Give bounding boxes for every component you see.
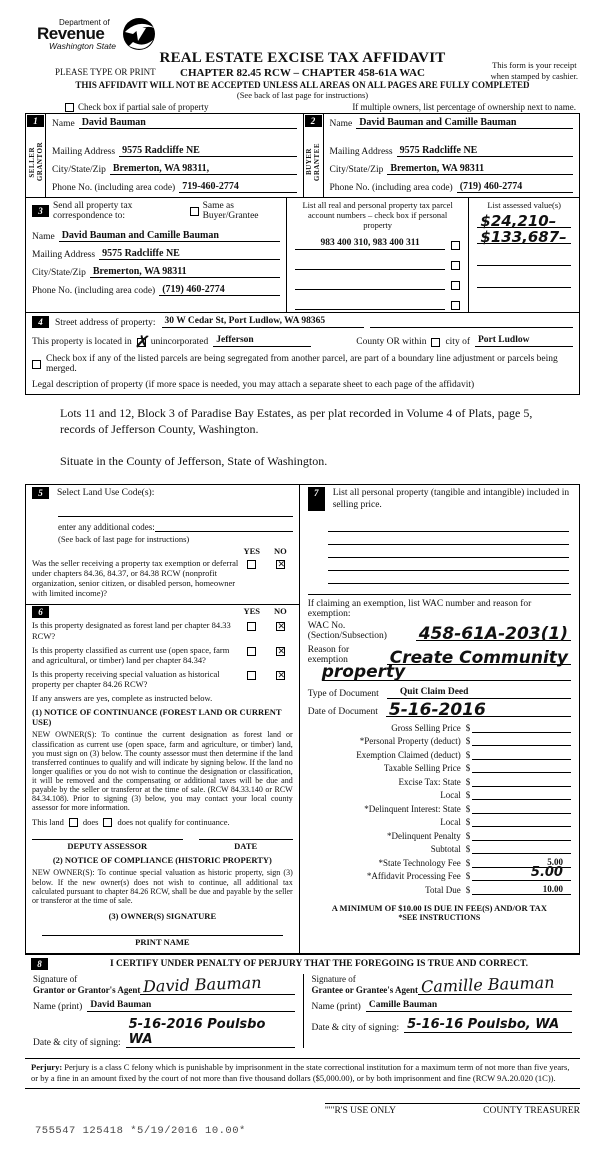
street-address-field-cont[interactable] bbox=[370, 316, 573, 328]
multiple-owners-note: If multiple owners, list percentage of ownership next to name. bbox=[352, 102, 576, 112]
perjury-lead: Perjury: bbox=[31, 1062, 63, 1073]
grantee-signature: Camille Bauman bbox=[420, 973, 555, 997]
minimum-fee-note: A MINIMUM OF $10.00 IS DUE IN FEE(S) AND/OR TAX bbox=[331, 902, 547, 913]
seller-addr-label: Mailing Address bbox=[52, 147, 116, 157]
perjury-text: Perjury is a class C felony which is punishable by imprisonment in the state correctional institution for a maximum term of not more than five years, or by a fine in an amount fixed by the court of not more than five thousand dollars ($5,000.00), or by both imprisonment and fine (RCW 9A.20.020 (1C)). bbox=[31, 1062, 570, 1084]
s6-q1-no-checkbox[interactable] bbox=[276, 622, 285, 631]
pre-row bbox=[25, 100, 580, 113]
grantee-vertical-label: GRANTEE bbox=[313, 142, 321, 182]
s6-q1-yes-checkbox[interactable] bbox=[247, 622, 256, 631]
buyer-addr-field[interactable]: 9575 Radcliffe NE bbox=[397, 145, 573, 157]
buyer-csz-field[interactable]: Bremerton, WA 98311 bbox=[387, 163, 573, 175]
does-qualify-checkbox[interactable] bbox=[69, 818, 78, 827]
fee-field-processing-fee[interactable]: 5.00 bbox=[472, 865, 571, 881]
exemption-intro: If claiming an exemption, list WAC number and reason for exemption: bbox=[307, 599, 532, 620]
county-field[interactable]: Jefferson bbox=[213, 335, 311, 347]
city-field[interactable]: Port Ludlow bbox=[475, 335, 573, 347]
segregated-label: Check box if any of the listed parcels are being segregated from another parcel, are part of a boundary line adjustment or parcels being merged. bbox=[46, 354, 558, 374]
corr-csz-field[interactable]: Bremerton, WA 98311 bbox=[90, 266, 280, 278]
unincorporated-checkbox[interactable] bbox=[133, 331, 152, 354]
parcel-field-1[interactable]: 983 400 310, 983 400 311 bbox=[295, 238, 445, 250]
buyer-vertical-label: BUYER bbox=[305, 148, 313, 176]
s5-q1-yes-checkbox[interactable] bbox=[247, 560, 256, 569]
notice-continuance-title: (1) NOTICE OF CONTINUANCE (FOREST LAND OR CURRENT USE) bbox=[32, 707, 282, 728]
section5-see-back: (See back of last page for instructions) bbox=[58, 533, 190, 544]
wac-no-field[interactable]: 458-61A-203(1) bbox=[416, 629, 571, 641]
grantee-print-field[interactable]: Camille Bauman bbox=[366, 1000, 572, 1012]
located-in-label: This property is located in bbox=[32, 337, 132, 347]
section5-yes-header: YES bbox=[243, 545, 260, 556]
does-label: does bbox=[82, 817, 99, 828]
section-5-marker: 5 bbox=[32, 487, 49, 499]
type-of-document-field[interactable]: Quit Claim Deed bbox=[387, 687, 571, 699]
assessed-value-2[interactable]: $133,687– bbox=[477, 232, 571, 244]
exemption-block bbox=[300, 595, 579, 721]
section-7 bbox=[300, 485, 579, 596]
grantor-signature-field[interactable] bbox=[140, 975, 294, 995]
cashier-stamp: 755547 125418 *5/19/2016 10.00* bbox=[35, 1124, 246, 1137]
see-back-note: (See back of last page for instructions) bbox=[236, 90, 369, 100]
does-not-label: does not qualify for continuance. bbox=[117, 817, 230, 828]
seller-box bbox=[26, 114, 303, 197]
type-or-print-label: PLEASE TYPE OR PRINT bbox=[55, 67, 156, 77]
additional-codes-field[interactable] bbox=[155, 520, 293, 532]
seller-addr-field[interactable]: 9575 Radcliffe NE bbox=[119, 145, 296, 157]
grantor-vertical-label: GRANTOR bbox=[35, 142, 44, 182]
grantor-date-label: Date & city of signing: bbox=[33, 1038, 121, 1049]
see-instructions-note: *SEE INSTRUCTIONS bbox=[398, 912, 481, 922]
personal-property-checkbox-1[interactable] bbox=[451, 241, 460, 250]
same-as-buyer-checkbox[interactable] bbox=[190, 207, 199, 216]
fee-field-penalty[interactable] bbox=[472, 840, 571, 841]
fee-label: *Personal Property (deduct) bbox=[359, 736, 461, 747]
parcel-field-3[interactable] bbox=[295, 278, 445, 290]
legal-description-text bbox=[25, 395, 580, 484]
buyer-box bbox=[303, 114, 580, 197]
section-2-marker: 2 bbox=[305, 115, 322, 127]
receipt-note: This form is your receipt when stamped by cashier. bbox=[490, 60, 578, 81]
grantor-signature: David Bauman bbox=[143, 973, 263, 997]
fee-label: Excise Tax: State bbox=[398, 776, 461, 787]
grantor-print-field[interactable]: David Bauman bbox=[87, 1000, 294, 1012]
buyer-phone-label: Phone No. (including area code) bbox=[329, 183, 453, 193]
buyer-phone-field[interactable]: (719) 460-2774 bbox=[457, 181, 573, 193]
date-line[interactable]: DATE bbox=[199, 839, 293, 851]
personal-property-checkbox-3[interactable] bbox=[451, 281, 460, 290]
logo-revenue-text: Revenue bbox=[37, 24, 105, 43]
seller-csz-field[interactable]: Bremerton, WA 98311, bbox=[110, 163, 297, 175]
unincorporated-label: unincorporated bbox=[150, 337, 209, 347]
personal-property-line-2[interactable] bbox=[328, 532, 569, 545]
seller-name-label: Name bbox=[52, 119, 75, 129]
current-use-question: Is this property classified as current use (open space, farm and agricultural, or timber) land per chapter 84.34? bbox=[32, 644, 230, 665]
s6-q2-no-checkbox[interactable] bbox=[276, 647, 285, 656]
fee-field-total-due[interactable]: 10.00 bbox=[472, 884, 571, 895]
notice-compliance-body: NEW OWNER(S): To continue special valuation as historic property, sign (3) below. If the new owner(s) does not wish to continue, all additional tax calculated pursuant to chapter 84.26 RCW, shall be due and payable by the seller or transferor at the time of sale. bbox=[32, 868, 293, 905]
seller-vertical-label: SELLER bbox=[27, 146, 36, 178]
assessed-value-1[interactable]: $24,210– bbox=[477, 216, 571, 228]
warning-line: THIS AFFIDAVIT WILL NOT BE ACCEPTED UNLESS ALL AREAS ON ALL PAGES ARE FULLY COMPLETED bbox=[75, 80, 530, 90]
corr-name-field[interactable]: David Bauman and Camille Bauman bbox=[59, 230, 280, 242]
grantor-signing-block bbox=[25, 974, 303, 1049]
personal-property-checkbox-2[interactable] bbox=[451, 261, 460, 270]
grantee-signing-block bbox=[303, 974, 581, 1049]
partial-sale-label: Check box if partial sale of property bbox=[78, 102, 209, 112]
forest-land-question: Is this property designated as forest land per chapter 84.33 RCW? bbox=[32, 620, 231, 641]
personal-property-checkbox-4[interactable] bbox=[451, 301, 460, 310]
grantee-date-label: Date & city of signing: bbox=[311, 1023, 400, 1034]
s5-q1-no-checkbox[interactable] bbox=[276, 560, 285, 569]
certify-statement: I CERTIFY UNDER PENALTY OF PERJURY THAT THE FOREGOING IS TRUE AND CORRECT. bbox=[109, 958, 528, 969]
section-4-marker: 4 bbox=[32, 316, 49, 328]
fee-field-taxable[interactable] bbox=[472, 772, 571, 773]
notice-continuance-body: NEW OWNER(S): To continue the current designation as forest land or classification as current use (open space, farm and agriculture, or timber) land, you must sign on (3) below. The county assessor must then determine if the land transferred continues to qualify and will indicate by signing below. If the land no longer qualifies or you do not wish to continue the designation or classification, it will be removed and the compensating or additional taxes will be due and payable by the seller or transferor at the time of sale. (RCW 84.33.140 or RCW 84.34.108). Prior to signing (3) below, you may contact your local county assessor for more information. bbox=[32, 730, 293, 813]
additional-codes-label: enter any additional codes: bbox=[58, 521, 155, 532]
buyer-name-field[interactable]: David Bauman and Camille Bauman bbox=[356, 117, 573, 129]
s6-q3-yes-checkbox[interactable] bbox=[247, 671, 256, 680]
section5-no-header: NO bbox=[273, 545, 287, 556]
deputy-assessor-line[interactable]: DEPUTY ASSESSOR bbox=[32, 839, 183, 851]
section-6-marker: 6 bbox=[32, 606, 49, 618]
chapter-subtitle: CHAPTER 82.45 RCW – CHAPTER 458-61A WAC bbox=[180, 67, 425, 79]
legal-description-label: Legal description of property (if more space is needed, you may attach a separate sheet to each page of the affidavit) bbox=[32, 380, 475, 390]
seller-name-field[interactable]: David Bauman bbox=[79, 117, 297, 129]
city-of-label: city of bbox=[445, 337, 470, 347]
perjury-notice bbox=[25, 1058, 580, 1088]
fee-field-subtotal[interactable] bbox=[472, 853, 571, 854]
legal-paragraph-1: Lots 11 and 12, Block 3 of Paradise Bay Estates, as per plat recorded in Volume 4 of Plats, page 5, records of Jefferson County, Washington. bbox=[60, 406, 533, 437]
exemption-deferral-question: Was the seller receiving a property tax exemption or deferral under chapters 84.36, 84.37, or 84.38 RCW (nonprofit organization, senior citizen, or disabled person, homeowner with limited income)? bbox=[32, 557, 239, 599]
fee-field-delinq-state[interactable] bbox=[472, 813, 571, 814]
legal-paragraph-2: Situate in the County of Jefferson, State of Washington. bbox=[60, 454, 328, 469]
tax-correspondence-label: Send all property tax correspondence to: bbox=[53, 201, 133, 221]
grantor-date-field[interactable]: 5-16-2016 Poulsbo WA bbox=[126, 1017, 295, 1048]
section-5 bbox=[26, 485, 299, 606]
notice-compliance-title: (2) NOTICE OF COMPLIANCE (HISTORIC PROPERTY) bbox=[52, 855, 272, 866]
s6-q2-yes-checkbox[interactable] bbox=[247, 647, 256, 656]
date-of-document-field[interactable]: 5-16-2016 bbox=[386, 705, 571, 717]
section-8 bbox=[25, 954, 580, 1055]
corr-addr-field[interactable]: 9575 Radcliffe NE bbox=[99, 248, 280, 260]
same-as-buyer-label: Same as Buyer/Grantee bbox=[202, 201, 259, 221]
wac-no-label: WAC No. (Section/Subsection) bbox=[307, 621, 387, 642]
fee-label: Exemption Claimed (deduct) bbox=[356, 749, 461, 760]
fee-field-tech-fee[interactable]: 5.00 bbox=[472, 857, 571, 868]
fee-label: Local bbox=[440, 817, 461, 828]
if-yes-note: If any answers are yes, complete as instructed below. bbox=[32, 693, 213, 704]
grantor-print-label: Name (print) bbox=[33, 1002, 83, 1013]
section-3 bbox=[25, 198, 580, 313]
treasurer-use-label: '""R'S USE ONLY bbox=[325, 1105, 396, 1116]
street-address-label: Street address of property: bbox=[55, 318, 156, 328]
assessed-values-header: List assessed value(s) bbox=[487, 200, 562, 210]
assessed-value-4[interactable] bbox=[477, 276, 571, 288]
fee-field-exemption[interactable] bbox=[472, 759, 571, 760]
grantor-sig-label-1: Signature of bbox=[33, 973, 78, 984]
buyer-sideband bbox=[304, 114, 324, 197]
bottom-area bbox=[25, 1089, 580, 1159]
personal-property-label: List all personal property (tangible and intangible) included in selling price. bbox=[332, 487, 570, 510]
parcel-numbers-header: List all real and personal property tax parcel account numbers – check box if personal property bbox=[302, 200, 453, 230]
grantee-sig-label-1: Signature of bbox=[311, 973, 356, 984]
fee-label: Taxable Selling Price bbox=[383, 763, 461, 774]
form-title: REAL ESTATE EXCISE TAX AFFIDAVIT bbox=[159, 50, 446, 66]
assessed-value-3[interactable] bbox=[477, 254, 571, 266]
s6-q3-no-checkbox[interactable] bbox=[276, 671, 285, 680]
treasurer-line bbox=[325, 1103, 580, 1104]
section-8-marker: 8 bbox=[31, 958, 48, 970]
buyer-addr-label: Mailing Address bbox=[329, 147, 393, 157]
type-of-document-label: Type of Document bbox=[307, 689, 379, 700]
reason-exemption-label: Reason for exemption bbox=[307, 645, 350, 666]
logo-state-text: Washington State bbox=[49, 41, 116, 51]
parties-table bbox=[25, 113, 580, 198]
corr-csz-label: City/State/Zip bbox=[32, 268, 86, 278]
reason-exemption-field[interactable]: Create Community bbox=[387, 653, 571, 665]
fee-label: Total Due bbox=[425, 884, 461, 895]
owners-signature-label: (3) OWNER(S) SIGNATURE bbox=[108, 910, 217, 921]
buyer-name-label: Name bbox=[329, 119, 353, 129]
does-not-qualify-checkbox[interactable] bbox=[103, 818, 112, 827]
personal-property-line-4[interactable] bbox=[328, 558, 569, 571]
corr-addr-label: Mailing Address bbox=[32, 250, 96, 260]
segregated-checkbox[interactable] bbox=[32, 360, 41, 369]
dor-swirl-icon bbox=[119, 14, 159, 54]
county-treasurer-label: COUNTY TREASURER bbox=[483, 1105, 580, 1116]
fee-field-excise-state[interactable] bbox=[472, 786, 571, 787]
fee-label: *Delinquent Interest: State bbox=[364, 803, 461, 814]
sections-5-6-7 bbox=[25, 484, 580, 954]
grantor-sig-label-2: Grantor or Grantor's Agent bbox=[33, 984, 141, 995]
fee-label: Local bbox=[440, 790, 461, 801]
grantee-print-label: Name (print) bbox=[311, 1002, 361, 1013]
grantee-sig-label-2: Grantee or Grantee's Agent bbox=[311, 984, 419, 995]
seller-phone-label: Phone No. (including area code) bbox=[52, 183, 176, 193]
fee-field-personal[interactable] bbox=[472, 745, 571, 746]
fee-field-gross[interactable] bbox=[472, 732, 571, 733]
buyer-csz-label: City/State/Zip bbox=[329, 165, 384, 175]
seller-sideband bbox=[26, 114, 46, 197]
personal-property-line-1[interactable] bbox=[328, 519, 569, 532]
seller-csz-label: City/State/Zip bbox=[52, 165, 106, 175]
dor-logo bbox=[37, 18, 187, 51]
street-address-field[interactable]: 30 W Cedar St, Port Ludlow, WA 98365 bbox=[162, 316, 365, 328]
land-use-code-field[interactable] bbox=[58, 503, 293, 517]
left-column bbox=[26, 485, 300, 953]
parcel-field-4[interactable] bbox=[295, 298, 445, 310]
section6-yes-header: YES bbox=[243, 606, 260, 617]
land-use-codes-label: Select Land Use Code(s): bbox=[57, 487, 155, 498]
county-or-label: County OR within bbox=[356, 337, 427, 347]
partial-sale-checkbox[interactable] bbox=[65, 103, 74, 112]
historical-property-question: Is this property receiving special valuation as historical property per chapter 84.26 RCW? bbox=[32, 669, 220, 690]
section-7-marker: 7 bbox=[308, 487, 325, 512]
parcel-field-2[interactable] bbox=[295, 258, 445, 270]
fee-table: Gross Selling Price $ *Personal Property (deduct) $ Exemption Claimed (deduct) $ Taxable Selling Price $ Excise Tax: State $ Local $ *Delinquent Interest: State $ Local $ *Delinquent Penalty $ Subtotal $ *State Technology Fee $ 5.00 *Affidavit Processing Fee $ 5.00 Total Due $ 10.00 A MINIMUM OF $10.00 IS DUE IN FEE(S) AND/OR TAX *SEE INSTRUCTIONS bbox=[300, 717, 579, 922]
section-6 bbox=[26, 605, 299, 953]
corr-phone-label: Phone No. (including area code) bbox=[32, 286, 156, 296]
reason-exemption-field-2[interactable]: property bbox=[322, 667, 571, 681]
fee-field-excise-local[interactable] bbox=[472, 799, 571, 800]
right-column bbox=[300, 485, 579, 953]
fee-label: Gross Selling Price bbox=[391, 722, 461, 733]
fee-field-delinq-local[interactable] bbox=[472, 826, 571, 827]
fee-label: *Affidavit Processing Fee bbox=[366, 871, 461, 882]
this-land-label: This land bbox=[32, 817, 64, 828]
fee-label: *Delinquent Penalty bbox=[386, 830, 461, 841]
corr-name-label: Name bbox=[32, 232, 55, 242]
personal-property-line-5[interactable] bbox=[328, 571, 569, 584]
grantee-signature-field[interactable] bbox=[418, 975, 572, 995]
date-of-document-label: Date of Document bbox=[307, 707, 378, 718]
seller-phone-field[interactable]: 719-460-2774 bbox=[179, 181, 296, 193]
section6-no-header: NO bbox=[273, 606, 287, 617]
grantee-date-field[interactable]: 5-16-16 Poulsbo, WA bbox=[404, 1017, 572, 1033]
city-checkbox[interactable] bbox=[431, 338, 440, 347]
section-4 bbox=[25, 313, 580, 395]
section-1-marker: 1 bbox=[27, 115, 44, 127]
logo-dept-text: Department of bbox=[59, 18, 110, 27]
fee-label: *State Technology Fee bbox=[378, 857, 461, 868]
print-name-line[interactable]: PRINT NAME bbox=[42, 935, 283, 947]
corr-phone-field[interactable]: (719) 460-2774 bbox=[159, 284, 280, 296]
section-3-marker: 3 bbox=[32, 205, 49, 217]
fee-label: Subtotal bbox=[430, 844, 461, 855]
personal-property-line-3[interactable] bbox=[328, 545, 569, 558]
handwritten-x: ✗ bbox=[133, 331, 152, 354]
form-header bbox=[25, 10, 580, 100]
